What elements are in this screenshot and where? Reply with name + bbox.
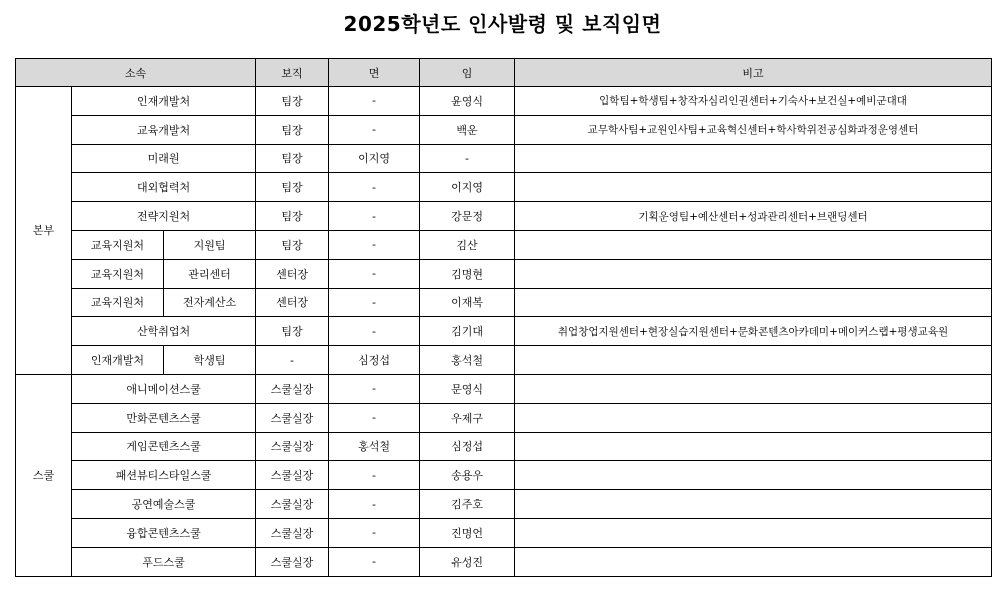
table-row (16, 230, 992, 259)
table-row (16, 87, 992, 116)
table-row (16, 547, 992, 576)
position-cell: 팀장 (256, 144, 329, 173)
subunit-cell: 학생팀 (164, 346, 256, 375)
table-row (16, 346, 992, 375)
position-cell: 팀장 (256, 87, 329, 116)
appointment-cell: - (420, 144, 515, 173)
unit-cell: 애니메이션스쿨 (72, 374, 256, 403)
table-row (16, 288, 992, 317)
subunit-cell: 관리센터 (164, 259, 256, 288)
dismissal-cell: 홍석철 (329, 432, 420, 461)
unit-cell: 교육지원처 (72, 288, 164, 317)
appointment-cell: 유성진 (420, 547, 515, 576)
unit-cell: 교육지원처 (72, 230, 164, 259)
table-row (16, 432, 992, 461)
appointment-cell: 김기대 (420, 317, 515, 346)
remarks-cell (515, 288, 992, 317)
group-label-hq: 본부 (16, 87, 72, 375)
appointment-table (15, 58, 992, 577)
unit-cell: 산학취업처 (72, 317, 256, 346)
table-row (16, 202, 992, 231)
remarks-cell (515, 432, 992, 461)
table-row (16, 518, 992, 547)
appointment-cell: 김산 (420, 230, 515, 259)
remarks-cell (515, 403, 992, 432)
dismissal-cell: - (329, 230, 420, 259)
unit-cell: 전략지원처 (72, 202, 256, 231)
dismissal-cell: 심정섭 (329, 346, 420, 375)
header-row (16, 59, 992, 87)
dismissal-cell: - (329, 461, 420, 490)
remarks-cell: 기획운영팀+예산센터+성과관리센터+브랜딩센터 (515, 202, 992, 231)
appointment-cell: 이지영 (420, 173, 515, 202)
dismissal-cell: - (329, 288, 420, 317)
position-cell: 스쿨실장 (256, 490, 329, 519)
unit-cell: 대외협력처 (72, 173, 256, 202)
dismissal-cell: - (329, 202, 420, 231)
unit-cell: 인재개발처 (72, 87, 256, 116)
position-cell: 스쿨실장 (256, 461, 329, 490)
position-cell: 센터장 (256, 288, 329, 317)
appointment-cell: 홍석철 (420, 346, 515, 375)
appointment-cell: 김주호 (420, 490, 515, 519)
unit-cell: 교육지원처 (72, 259, 164, 288)
unit-cell: 만화콘텐츠스쿨 (72, 403, 256, 432)
dismissal-cell: 이지영 (329, 144, 420, 173)
page-title: 2025학년도 인사발령 및 보직임면 (343, 12, 662, 36)
remarks-cell (515, 518, 992, 547)
remarks-cell (515, 173, 992, 202)
remarks-cell (515, 230, 992, 259)
subunit-cell: 지원팀 (164, 230, 256, 259)
remarks-cell: 취업창업지원센터+현장실습지원센터+문화콘텐츠아카데미+메이커스랩+평생교육원 (515, 317, 992, 346)
unit-cell: 패션뷰티스타일스쿨 (72, 461, 256, 490)
header-position: 보직 (256, 59, 329, 87)
remarks-cell: 교무학사팀+교원인사팀+교육혁신센터+학사학위전공심화과정운영센터 (515, 115, 992, 144)
position-cell: 팀장 (256, 115, 329, 144)
table-row (16, 490, 992, 519)
appointment-cell: 윤영식 (420, 87, 515, 116)
dismissal-cell: - (329, 490, 420, 519)
appointment-cell: 이재복 (420, 288, 515, 317)
position-cell: 팀장 (256, 230, 329, 259)
position-cell: 팀장 (256, 317, 329, 346)
table-row (16, 144, 992, 173)
table-row (16, 374, 992, 403)
remarks-cell: 입학팀+학생팀+창작자심리인권센터+기숙사+보건실+예비군대대 (515, 87, 992, 116)
appointment-cell: 문영식 (420, 374, 515, 403)
dismissal-cell: - (329, 173, 420, 202)
dismissal-cell: - (329, 547, 420, 576)
appointment-cell: 송용우 (420, 461, 515, 490)
position-cell: 팀장 (256, 173, 329, 202)
header-appointment: 임 (420, 59, 515, 87)
appointment-cell: 백운 (420, 115, 515, 144)
dismissal-cell: - (329, 518, 420, 547)
appointment-cell: 우제구 (420, 403, 515, 432)
unit-cell: 교육개발처 (72, 115, 256, 144)
dismissal-cell: - (329, 259, 420, 288)
position-cell: 센터장 (256, 259, 329, 288)
table-row (16, 403, 992, 432)
unit-cell: 푸드스쿨 (72, 547, 256, 576)
remarks-cell (515, 144, 992, 173)
group-label-school: 스쿨 (16, 374, 72, 576)
table-row (16, 461, 992, 490)
unit-cell: 공연예술스쿨 (72, 490, 256, 519)
dismissal-cell: - (329, 374, 420, 403)
header-remarks: 비고 (515, 59, 992, 87)
remarks-cell (515, 259, 992, 288)
table-row (16, 173, 992, 202)
remarks-cell (515, 374, 992, 403)
appointment-cell: 진명언 (420, 518, 515, 547)
remarks-cell (515, 547, 992, 576)
position-cell: 스쿨실장 (256, 432, 329, 461)
appointment-cell: 김명현 (420, 259, 515, 288)
table-row (16, 259, 992, 288)
remarks-cell (515, 346, 992, 375)
position-cell: - (256, 346, 329, 375)
dismissal-cell: - (329, 317, 420, 346)
unit-cell: 미래원 (72, 144, 256, 173)
unit-cell: 융합콘텐츠스쿨 (72, 518, 256, 547)
unit-cell: 게임콘텐츠스쿨 (72, 432, 256, 461)
dismissal-cell: - (329, 403, 420, 432)
position-cell: 스쿨실장 (256, 374, 329, 403)
table-row (16, 115, 992, 144)
position-cell: 팀장 (256, 202, 329, 231)
appointment-cell: 심정섭 (420, 432, 515, 461)
remarks-cell (515, 461, 992, 490)
appointment-cell: 강문정 (420, 202, 515, 231)
dismissal-cell: - (329, 115, 420, 144)
dismissal-cell: - (329, 87, 420, 116)
header-dismissal: 면 (329, 59, 420, 87)
remarks-cell (515, 490, 992, 519)
position-cell: 스쿨실장 (256, 403, 329, 432)
position-cell: 스쿨실장 (256, 547, 329, 576)
table-row (16, 317, 992, 346)
header-affiliation: 소속 (16, 59, 256, 87)
position-cell: 스쿨실장 (256, 518, 329, 547)
subunit-cell: 전자계산소 (164, 288, 256, 317)
unit-cell: 인재개발처 (72, 346, 164, 375)
